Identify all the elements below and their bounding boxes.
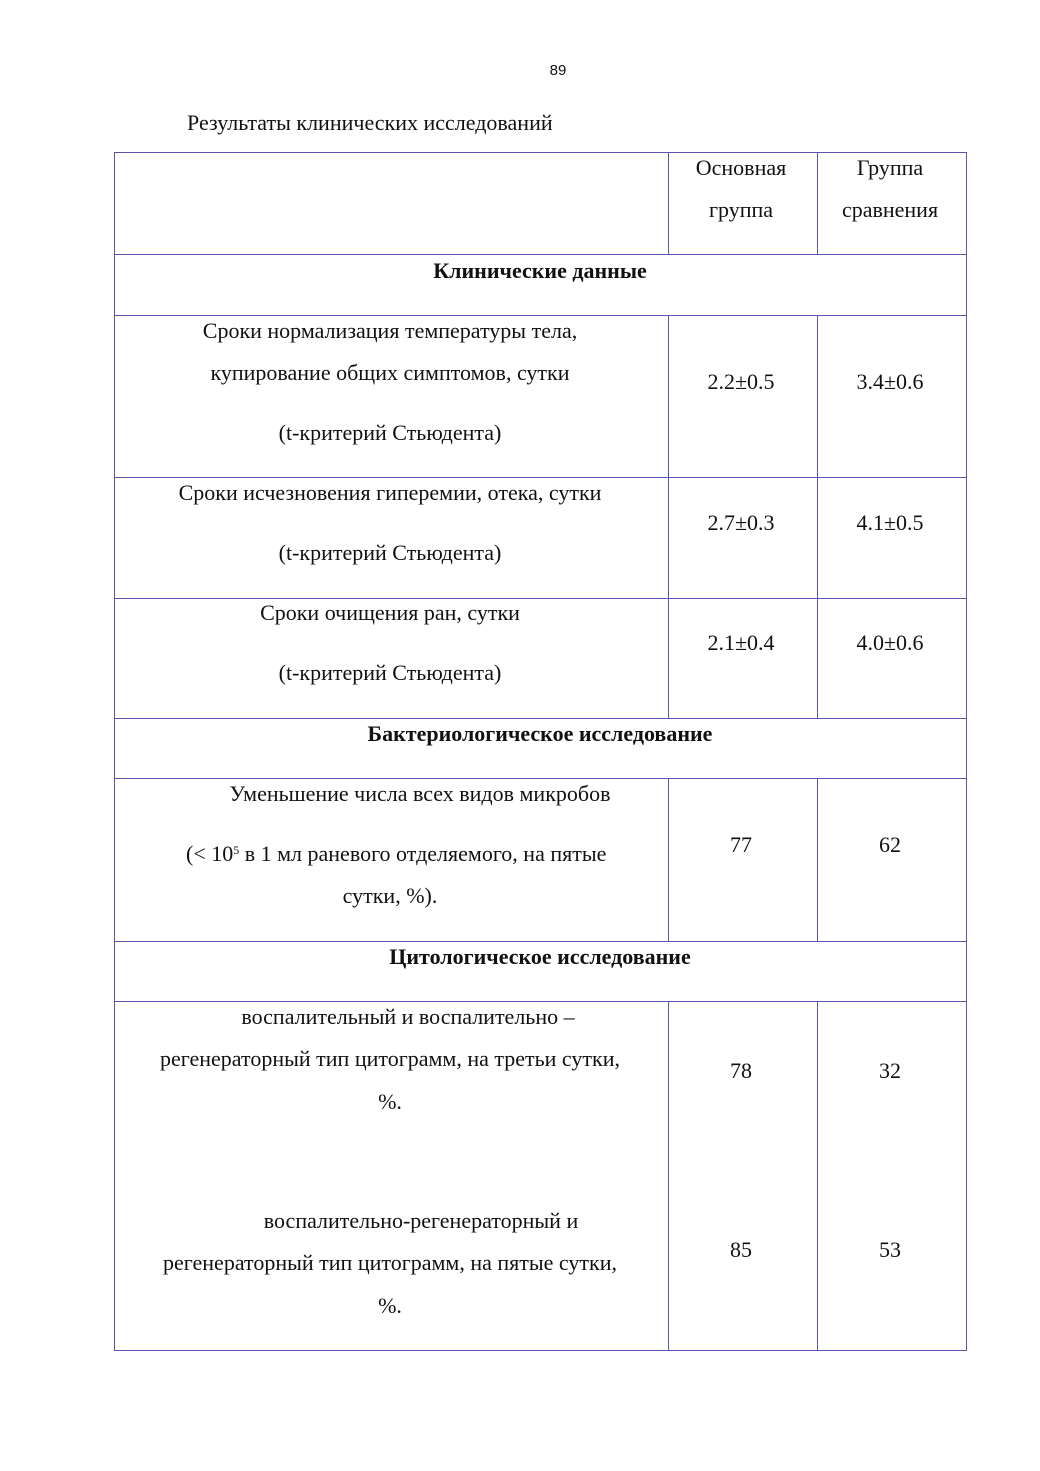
column-divider bbox=[817, 778, 818, 941]
header-comparison-group-line2: сравнения bbox=[841, 197, 939, 222]
header-comparison-group-line1: Группа bbox=[856, 155, 924, 180]
table-border-bottom bbox=[114, 1350, 967, 1351]
row-hyperemia-label-line2: (t-критерий Стьюдента) bbox=[278, 540, 502, 565]
row-wound-cleaning-comparison-value: 4.0±0.6 bbox=[856, 630, 924, 655]
table-border-top bbox=[114, 152, 967, 153]
column-divider bbox=[668, 778, 669, 941]
row-cyto-day3-label-line2: регенераторный тип цитограмм, на третьи сутки, bbox=[160, 1046, 620, 1071]
column-divider bbox=[817, 152, 818, 254]
section-bacteriological: Бактериологическое исследование bbox=[367, 721, 713, 746]
row-microbes-label-line1: Уменьшение числа всех видов микробов bbox=[229, 781, 611, 806]
row-temperature-label-line2: купирование общих симптомов, сутки bbox=[210, 360, 570, 385]
row-hyperemia-comparison-value: 4.1±0.5 bbox=[856, 510, 924, 535]
row-microbes-label-line2 bbox=[186, 843, 606, 865]
row-wound-cleaning-label-line2: (t-критерий Стьюдента) bbox=[278, 660, 502, 685]
row-divider bbox=[114, 477, 967, 478]
page-number: 89 bbox=[549, 62, 567, 79]
column-divider bbox=[668, 1001, 669, 1351]
row-cyto-day5-label-line2: регенераторный тип цитограмм, на пятые сутки, bbox=[163, 1250, 617, 1275]
row-wound-cleaning-label-line1: Сроки очищения ран, сутки bbox=[260, 600, 520, 625]
row-temperature-label-line3: (t-критерий Стьюдента) bbox=[278, 420, 502, 445]
row-cyto-day5-comparison-value: 53 bbox=[879, 1237, 901, 1262]
row-cyto-day5-main-value: 85 bbox=[730, 1237, 752, 1262]
table-border-left bbox=[114, 152, 115, 1351]
row-divider bbox=[114, 1001, 967, 1002]
row-cyto-day3-label-line1: воспалительный и воспалительно – bbox=[241, 1004, 575, 1029]
row-microbes-comparison-value: 62 bbox=[879, 832, 901, 857]
row-cyto-day3-comparison-value: 32 bbox=[879, 1058, 901, 1083]
row-hyperemia-main-value: 2.7±0.3 bbox=[707, 510, 775, 535]
row-cyto-day3-main-value: 78 bbox=[730, 1058, 752, 1083]
row-temperature-label-line1: Сроки нормализация температуры тела, bbox=[202, 318, 578, 343]
row-divider bbox=[114, 941, 967, 942]
row-microbes-main-value: 77 bbox=[730, 832, 752, 857]
row-microbes-label-line3: сутки, %). bbox=[342, 883, 438, 908]
column-divider bbox=[817, 1001, 818, 1351]
section-cytological: Цитологическое исследование bbox=[389, 944, 691, 969]
row-cyto-day5-label-line1: воспалительно-регенераторный и bbox=[263, 1208, 579, 1233]
header-main-group-line1: Основная bbox=[695, 155, 787, 180]
row-cyto-day3-label-line3: %. bbox=[378, 1089, 402, 1114]
row-microbes-suffix: в 1 мл раневого отделяемого, на пятые bbox=[239, 841, 607, 866]
row-divider bbox=[114, 315, 967, 316]
row-microbes-prefix: (< 10 bbox=[186, 841, 234, 866]
section-clinical-data: Клинические данные bbox=[433, 258, 647, 283]
row-temperature-main-value: 2.2±0.5 bbox=[707, 369, 775, 394]
row-microbes-exponent: 5 bbox=[233, 843, 240, 857]
column-divider bbox=[668, 152, 669, 254]
row-temperature-comparison-value: 3.4±0.6 bbox=[856, 369, 924, 394]
row-hyperemia-label-line1: Сроки исчезновения гиперемии, отека, сутки bbox=[178, 480, 602, 505]
table-border-right bbox=[966, 152, 967, 1351]
header-main-group-line2: группа bbox=[708, 197, 774, 222]
row-divider bbox=[114, 718, 967, 719]
row-wound-cleaning-main-value: 2.1±0.4 bbox=[707, 630, 775, 655]
table-caption: Результаты клинических исследований bbox=[187, 110, 553, 135]
row-divider bbox=[114, 778, 967, 779]
row-cyto-day5-label-line3: %. bbox=[378, 1293, 402, 1318]
row-divider bbox=[114, 254, 967, 255]
row-divider bbox=[114, 598, 967, 599]
column-divider bbox=[817, 315, 818, 718]
column-divider bbox=[668, 315, 669, 718]
